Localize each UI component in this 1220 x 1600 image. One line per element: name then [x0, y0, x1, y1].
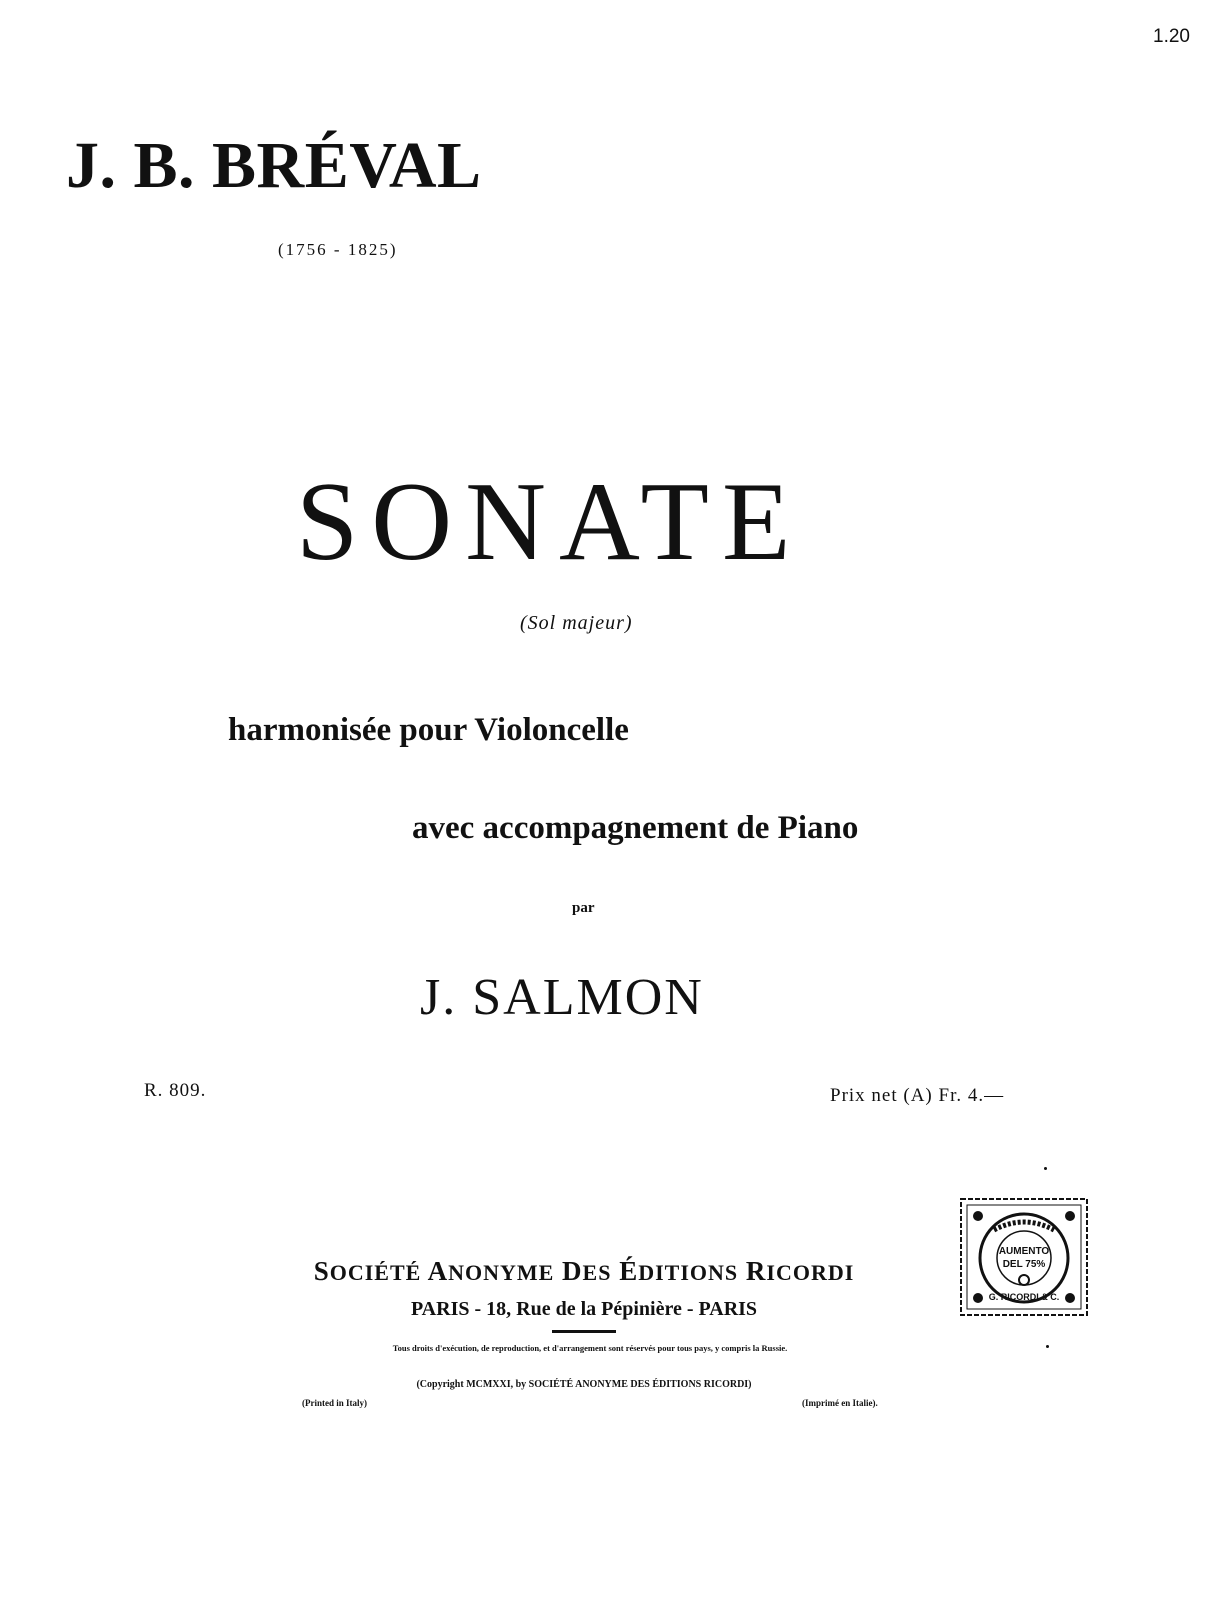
price: Prix net (A) Fr. 4.—	[830, 1085, 1005, 1106]
by-label: par	[572, 900, 595, 916]
subtitle-line-1: harmonisée pour Violoncelle	[228, 712, 629, 748]
rights-notice: Tous droits d'exécution, de reproduction, et d'arrangement sont réservés pour tous pays, y compris la Russie.	[392, 1343, 788, 1353]
scan-speck	[1046, 1345, 1049, 1348]
publisher-name: SOCIÉTÉ ANONYME DES ÉDITIONS RICORDI	[313, 1256, 855, 1286]
stamp-text-1: AUMENTO	[998, 1246, 1050, 1257]
divider-rule	[552, 1330, 616, 1333]
printed-in-italy: (Printed in Italy)	[302, 1398, 367, 1408]
composer-dates: (1756 - 1825)	[278, 240, 398, 259]
stamp-text-3: G. RICORDI & C.	[988, 1292, 1060, 1302]
work-key: (Sol majeur)	[520, 612, 633, 634]
page-number: 1.20	[1153, 26, 1190, 47]
work-title: SONATE	[296, 460, 804, 584]
catalog-number: R. 809.	[144, 1080, 207, 1101]
arranger-name: J. SALMON	[420, 969, 704, 1026]
imprime-en-italie: (Imprimé en Italie).	[802, 1398, 878, 1408]
scan-speck	[1044, 1167, 1047, 1170]
copyright-notice: (Copyright MCMXXI, by SOCIÉTÉ ANONYME DES ÉDITIONS RICORDI)	[416, 1379, 752, 1390]
composer-name: J. B. BRÉVAL	[66, 129, 482, 202]
publisher-address: PARIS - 18, Rue de la Pépinière - PARIS	[410, 1298, 758, 1320]
subtitle-line-2: avec accompagnement de Piano	[412, 810, 859, 846]
stamp-text-2: DEL 75%	[1002, 1259, 1046, 1270]
